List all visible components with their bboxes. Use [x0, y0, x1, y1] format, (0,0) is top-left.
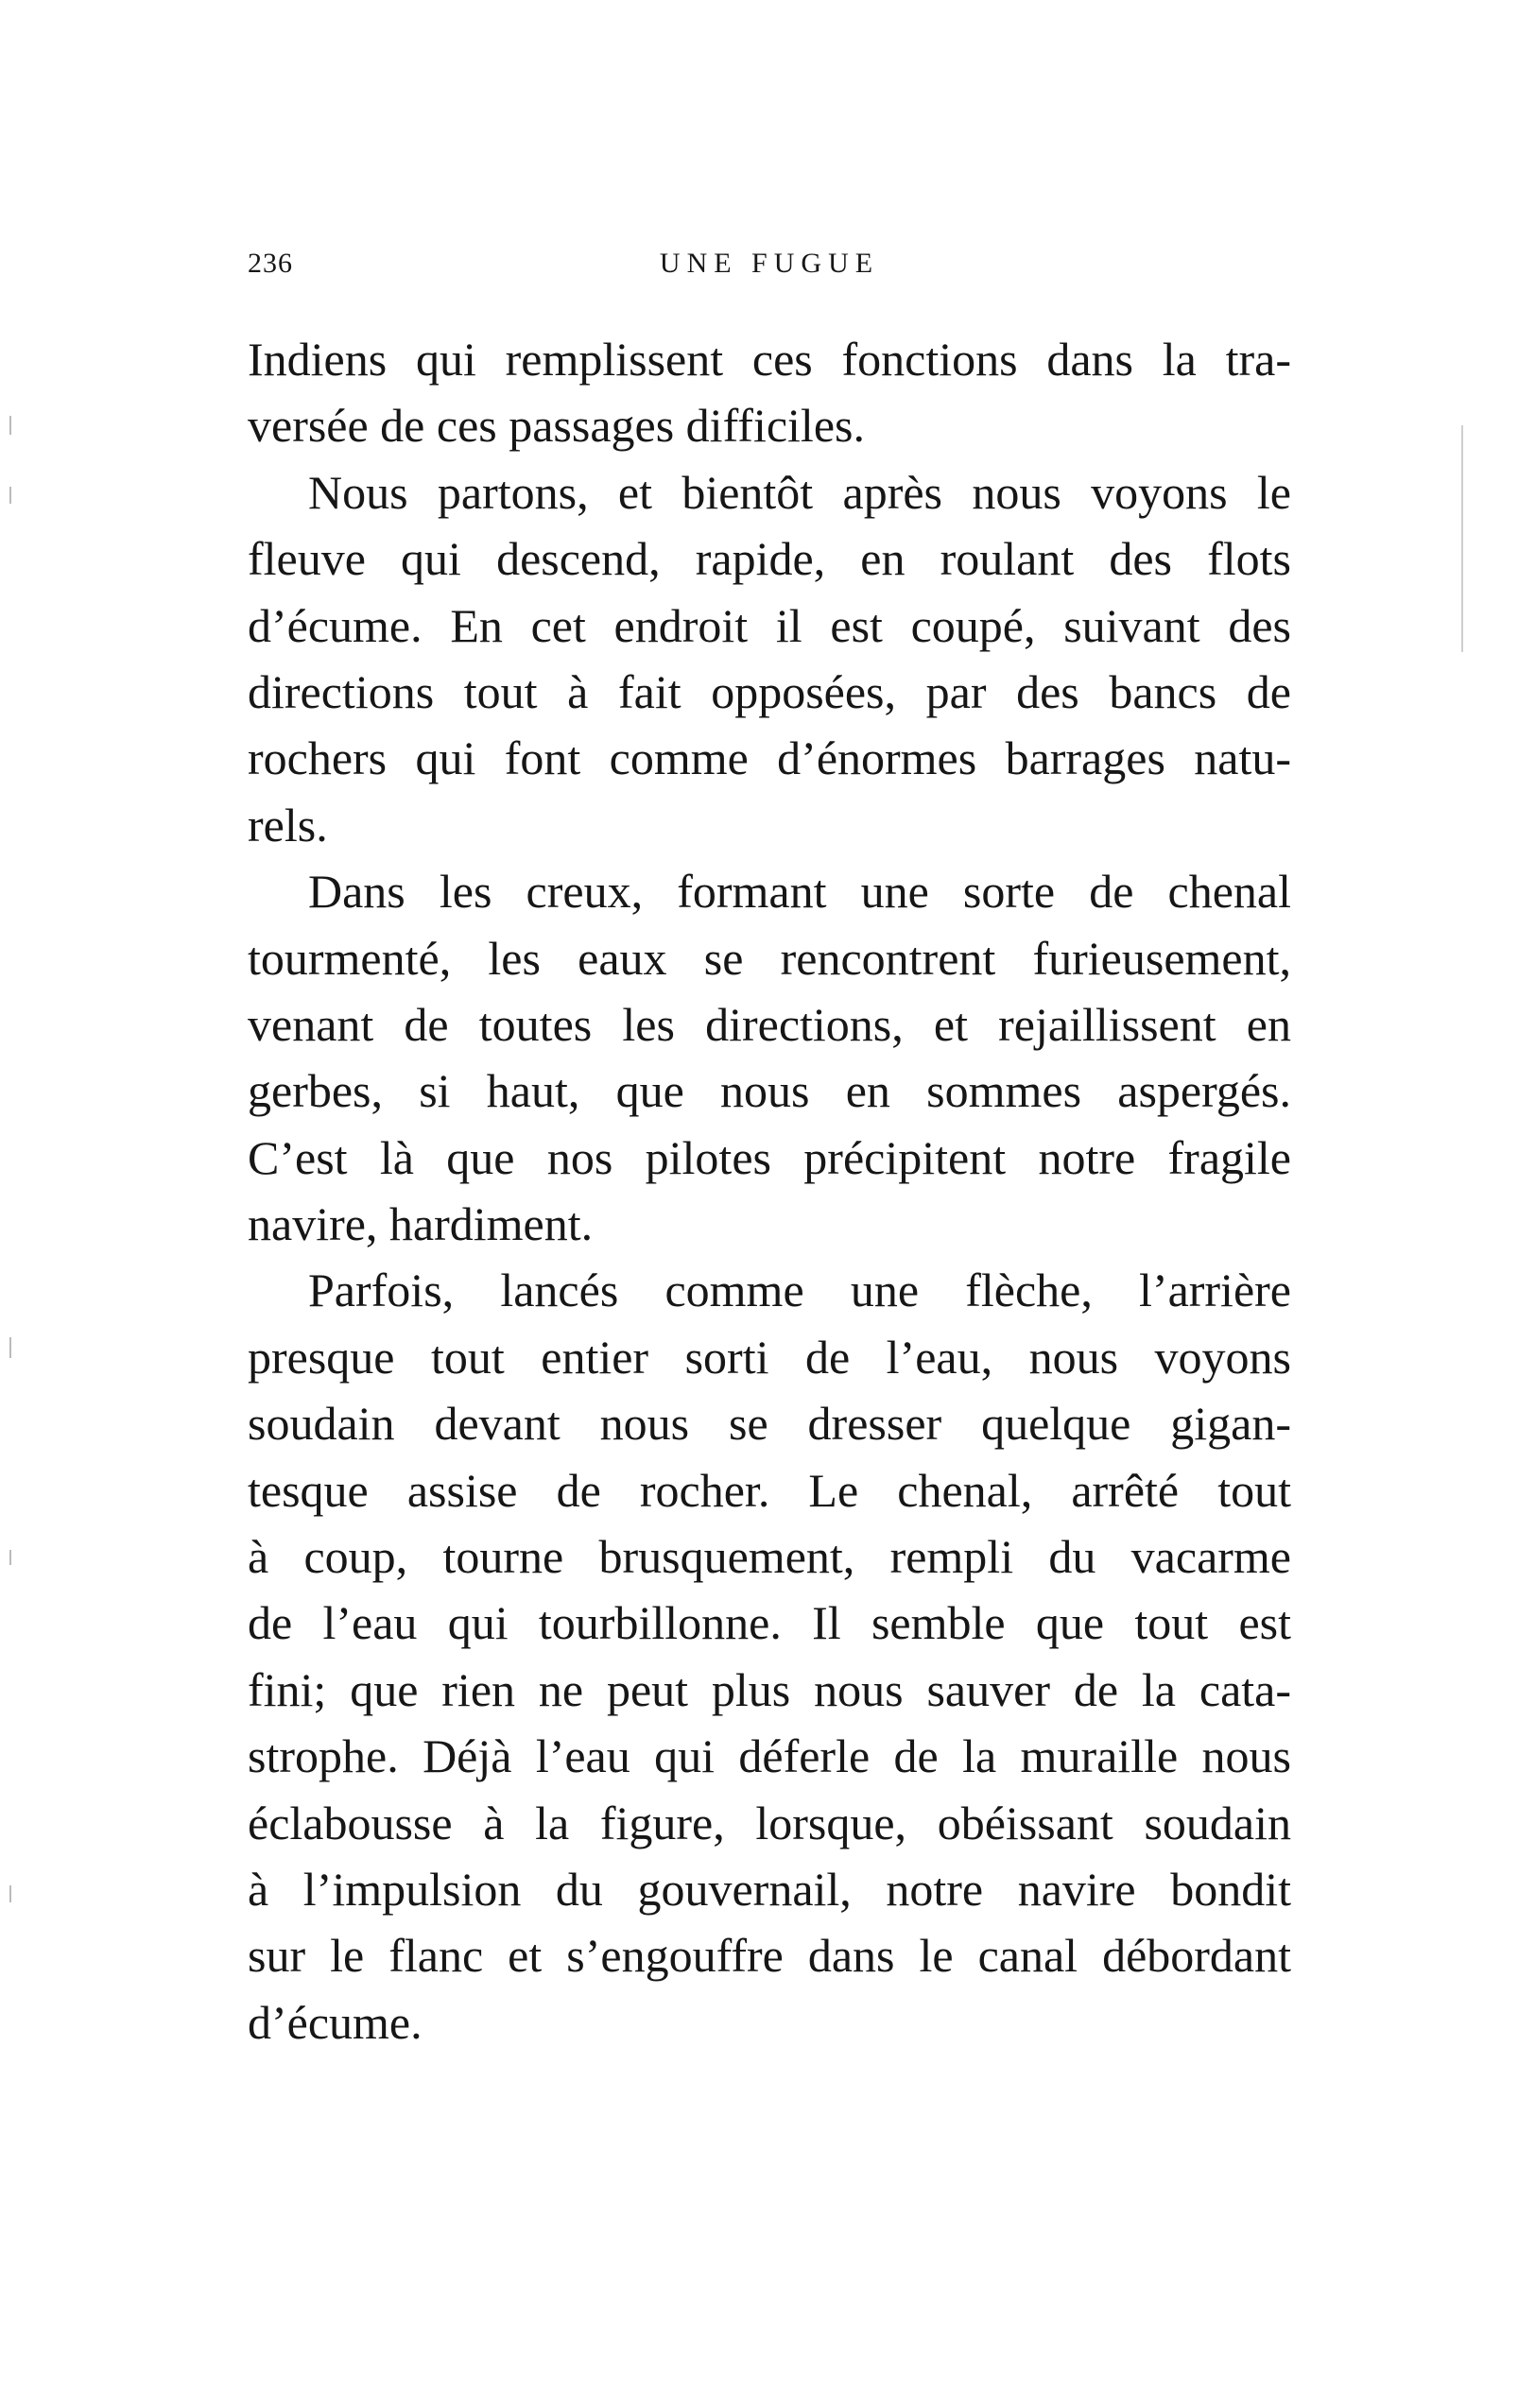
text-line: fini; que rien ne peut plus nous sauver de la cata- — [248, 1662, 1291, 1716]
scan-edge-mark — [9, 416, 11, 435]
text-line: Nous partons, et bientôt après nous voyons le — [308, 465, 1291, 519]
text-line: à coup, tourne brusquement, rempli du vacarme — [248, 1530, 1291, 1584]
text-line: tesque assise de rocher. Le chenal, arrêté tout — [248, 1463, 1291, 1517]
text-line: navire, hardiment. — [248, 1197, 594, 1251]
running-title: UNE FUGUE — [659, 248, 880, 279]
text-line: à l’impulsion du gouvernail, notre navire bondit — [248, 1862, 1291, 1916]
text-line: directions tout à fait opposées, par des bancs de — [248, 664, 1291, 718]
text-line: presque tout entier sorti de l’eau, nous voyons — [248, 1330, 1291, 1384]
scan-edge-mark — [9, 487, 11, 504]
text-line: strophe. Déjà l’eau qui déferle de la muraille nous — [248, 1729, 1291, 1783]
page-header — [248, 248, 1291, 285]
scan-edge-mark — [9, 1885, 11, 1902]
scan-edge-line — [1461, 425, 1463, 652]
page-number: 236 — [248, 248, 293, 279]
text-line: Indiens qui remplissent ces fonctions dans la tra- — [248, 333, 1291, 386]
text-line: rochers qui font comme d’énormes barrages natu- — [248, 731, 1291, 785]
text-line: versée de ces passages difficiles. — [248, 399, 865, 453]
scan-edge-mark — [9, 1337, 11, 1358]
text-line: tourmenté, les eaux se rencontrent furieusement, — [248, 931, 1291, 985]
scan-edge-mark — [9, 1550, 11, 1565]
text-line: sur le flanc et s’engouffre dans le canal débordant — [248, 1929, 1291, 1983]
text-line: Parfois, lancés comme une flèche, l’arrière — [308, 1264, 1291, 1317]
text-line: rels. — [248, 798, 328, 851]
text-line: fleuve qui descend, rapide, en roulant des flots — [248, 532, 1291, 586]
text-line: venant de toutes les directions, et rejaillissent en — [248, 997, 1291, 1051]
text-line: éclabousse à la figure, lorsque, obéissant soudain — [248, 1796, 1291, 1849]
body-text — [248, 326, 1291, 2055]
text-line: soudain devant nous se dresser quelque gigan- — [248, 1397, 1291, 1451]
text-line: Dans les creux, formant une sorte de chenal — [308, 865, 1291, 919]
text-line: C’est là que nos pilotes précipitent notre fragile — [248, 1130, 1291, 1184]
text-line: de l’eau qui tourbillonne. Il semble que tout est — [248, 1596, 1291, 1650]
text-line: d’écume. En cet endroit il est coupé, suivant des — [248, 598, 1291, 652]
text-line: gerbes, si haut, que nous en sommes aspergés. — [248, 1064, 1291, 1118]
text-line: d’écume. — [248, 1995, 423, 2049]
